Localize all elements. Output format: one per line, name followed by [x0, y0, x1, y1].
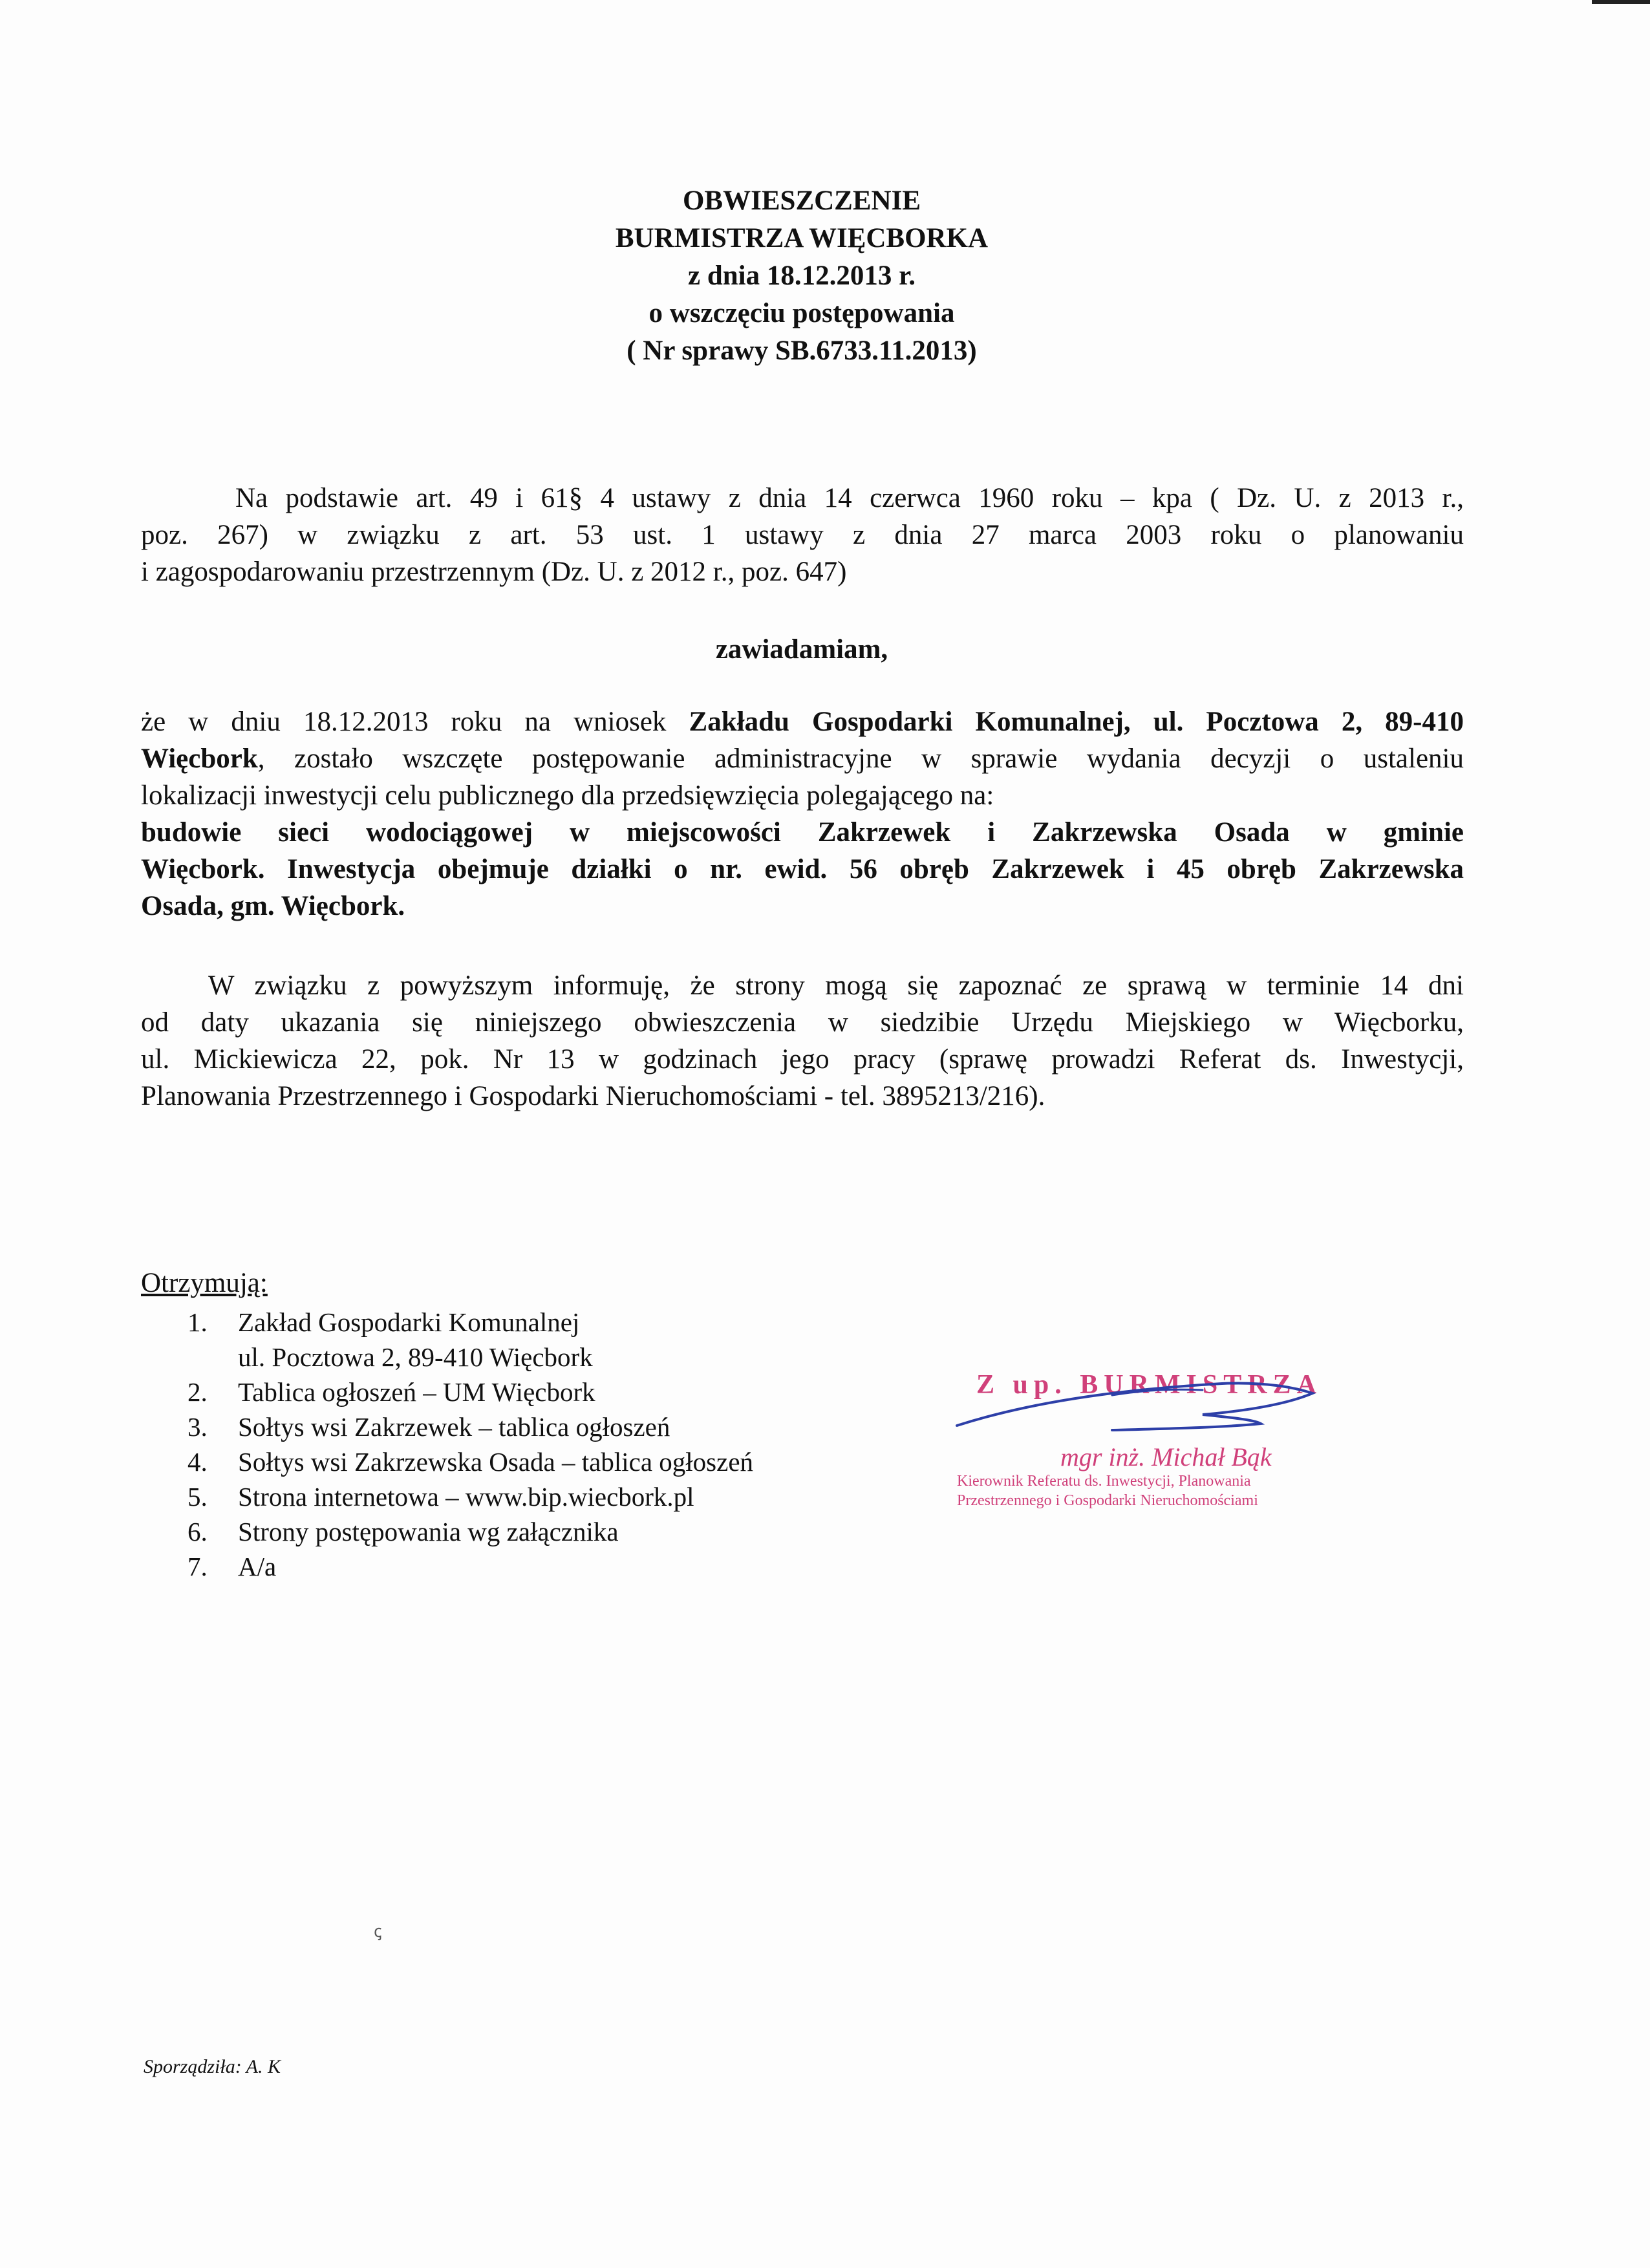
scan-speck: ꞔ — [374, 1922, 382, 1941]
legal-basis-line: Na podstawie art. 49 i 61§ 4 ustawy z dnia 14 czerwca 1960 roku – kpa ( Dz. U. z 2013 r., — [235, 483, 1464, 513]
information-paragraph — [141, 967, 1464, 1115]
stamp-authority: Z up. BURMISTRZA — [976, 1370, 1322, 1400]
legal-basis-line: i zagospodarowaniu przestrzennym (Dz. U. z 2012 r., poz. 647) — [141, 557, 847, 587]
list-item — [188, 1514, 753, 1549]
stamp-position: Przestrzennego i Gospodarki Nieruchomościami — [957, 1492, 1258, 1509]
list-number: 7. — [188, 1552, 208, 1581]
legal-basis-paragraph — [141, 480, 1464, 590]
notice-text: , zostało wszczęte postępowanie administracyjne w sprawie wydania decyzji o ustaleniu — [257, 744, 1464, 774]
information-line: od daty ukazania się niniejszego obwieszczenia w siedzibie Urzędu Miejskiego w Więcborku, — [141, 1007, 1464, 1038]
list-item — [188, 1305, 753, 1340]
list-item — [188, 1479, 753, 1514]
list-item — [188, 1549, 753, 1584]
stamp-signatory: mgr inż. Michał Bąk — [1060, 1442, 1272, 1471]
list-text: Zakład Gospodarki Komunalnej — [238, 1307, 580, 1337]
recipients-list — [188, 1305, 753, 1584]
header-subject: o wszczęciu postępowania — [648, 298, 955, 328]
list-item — [188, 1340, 753, 1375]
prepared-by: Sporządziła: A. K — [144, 2056, 281, 2077]
applicant-name: Zakładu Gospodarki Komunalnej, ul. Pocztowa 2, 89-410 — [689, 707, 1464, 737]
list-number: 4. — [188, 1447, 208, 1477]
list-number: 2. — [188, 1377, 208, 1407]
list-number: 3. — [188, 1412, 208, 1442]
applicant-city: Więcbork — [141, 744, 258, 774]
information-line: ul. Mickiewicza 22, pok. Nr 13 w godzinach jego pracy (sprawę prowadzi Referat ds. Inwestycji, — [141, 1044, 1464, 1075]
legal-basis-line: poz. 267) w związku z art. 53 ust. 1 ustawy z dnia 27 marca 2003 roku o planowaniu — [141, 520, 1464, 550]
stamp-position: Kierownik Referatu ds. Inwestycji, Planowania — [957, 1473, 1251, 1490]
information-line: Planowania Przestrzennego i Gospodarki Nieruchomościami - tel. 3895213/216). — [141, 1081, 1045, 1111]
header-title: OBWIESZCZENIE — [682, 186, 921, 216]
list-text: Strona internetowa – www.bip.wiecbork.pl — [238, 1482, 694, 1512]
information-line: W związku z powyższym informuję, że strony mogą się zapoznać ze sprawą w terminie 14 dni — [208, 970, 1464, 1001]
notice-line — [141, 740, 1464, 777]
list-number: 5. — [188, 1482, 208, 1512]
list-item — [188, 1375, 753, 1409]
recipients-title: Otrzymują: — [141, 1268, 268, 1298]
list-item — [188, 1409, 753, 1444]
notice-line: lokalizacji inwestycji celu publicznego dla przedsięwzięcia polegającego na: — [141, 780, 994, 811]
list-text: Strony postępowania wg załącznika — [238, 1517, 619, 1546]
notice-paragraph — [141, 703, 1464, 925]
handwritten-signature-icon — [950, 1364, 1351, 1461]
investment-description-line: budowie sieci wodociągowej w miejscowości Zakrzewek i Zakrzewska Osada w gminie — [141, 817, 1464, 848]
list-text: ul. Pocztowa 2, 89-410 Więcbork — [238, 1342, 593, 1372]
notice-text: że w dniu 18.12.2013 roku na wniosek — [141, 707, 689, 737]
investment-description-line: Osada, gm. Więcbork. — [141, 891, 405, 921]
list-text: A/a — [238, 1552, 277, 1581]
scan-edge-mark — [1592, 0, 1650, 4]
list-number: 6. — [188, 1517, 208, 1546]
document-header — [0, 182, 1603, 370]
investment-description-line: Więcbork. Inwestycja obejmuje działki o nr. ewid. 56 obręb Zakrzewek i 45 obręb Zakrzewska — [141, 854, 1464, 884]
list-item — [188, 1444, 753, 1479]
list-text: Sołtys wsi Zakrzewek – tablica ogłoszeń — [238, 1412, 670, 1442]
header-issuer: BURMISTRZA WIĘCBORKA — [615, 223, 989, 253]
list-number: 1. — [188, 1307, 208, 1337]
notice-word: zawiadamiam, — [715, 634, 888, 665]
notice-line — [141, 703, 1464, 740]
header-date: z dnia 18.12.2013 r. — [688, 261, 916, 291]
list-text: Sołtys wsi Zakrzewska Osada – tablica ogłoszeń — [238, 1447, 754, 1477]
header-case-number: ( Nr sprawy SB.6733.11.2013) — [627, 336, 977, 366]
list-text: Tablica ogłoszeń – UM Więcbork — [238, 1377, 595, 1407]
